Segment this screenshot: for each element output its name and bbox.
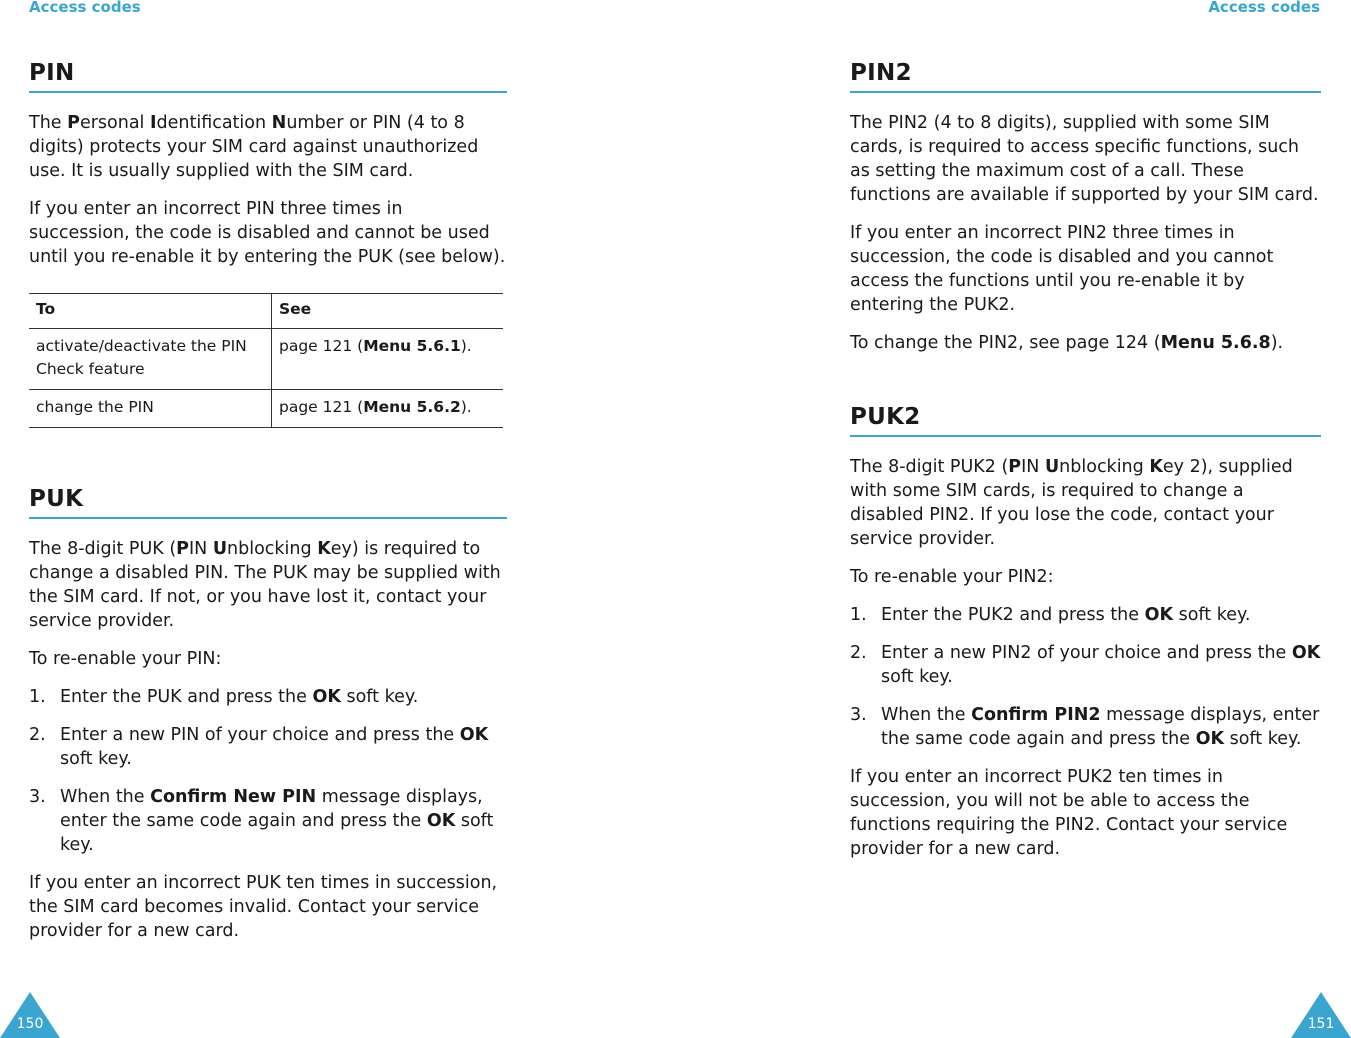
puk-steps-list bbox=[29, 685, 507, 857]
pin-intro-paragraph: The Personal Identification Number or PIN (4 to 8 digits) protects your SIM card against unauthorized use. It is usually supplied with the SIM card. bbox=[29, 113, 479, 181]
table-header-see: See bbox=[272, 294, 504, 329]
table-cell-see: page 121 (Menu 5.6.1). bbox=[272, 329, 504, 390]
section-heading-puk: PUK bbox=[29, 484, 507, 519]
section-heading-pin: PIN bbox=[29, 58, 507, 93]
running-header: Access codes bbox=[1208, 0, 1320, 16]
list-item: 1. Enter the PUK2 and press the OK soft key. bbox=[850, 605, 1251, 625]
pin2-intro-paragraph: The PIN2 (4 to 8 digits), supplied with some SIM cards, is required to access specific functions, such as setting the maximum cost of a call. These functions are available if supported by your SIM card. bbox=[850, 113, 1319, 205]
puk2-reenable-label: To re-enable your PIN2: bbox=[850, 567, 1054, 587]
table-cell-to: change the PIN bbox=[29, 390, 272, 428]
pin-section bbox=[29, 58, 507, 428]
table-row bbox=[29, 390, 503, 428]
page-number: 151 bbox=[1307, 1016, 1335, 1032]
right-page bbox=[675, 0, 1351, 1038]
pin2-disabled-paragraph: If you enter an incorrect PIN2 three times in succession, the code is disabled and you cannot access the functions until you re-enable it by entering the PUK2. bbox=[850, 223, 1274, 315]
puk2-steps-list bbox=[850, 603, 1321, 751]
puk2-section bbox=[850, 402, 1321, 861]
pin-options-table bbox=[29, 293, 503, 428]
table-header-to: To bbox=[29, 294, 272, 329]
left-page bbox=[0, 0, 675, 1038]
page-number-badge bbox=[1291, 992, 1351, 1038]
running-header: Access codes bbox=[29, 0, 141, 16]
pin2-section bbox=[850, 58, 1321, 355]
left-page-content bbox=[29, 58, 507, 943]
section-heading-pin2: PIN2 bbox=[850, 58, 1321, 93]
puk-intro-paragraph: The 8-digit PUK (PIN Unblocking Key) is required to change a disabled PIN. The PUK may be supplied with the SIM card. If not, or you have lost it, contact your service provider. bbox=[29, 539, 501, 631]
right-page-content bbox=[850, 58, 1321, 861]
list-item: 3. When the Confirm PIN2 message displays, enter the same code again and press the OK soft key. bbox=[850, 705, 1320, 749]
list-item: 1. Enter the PUK and press the OK soft key. bbox=[29, 687, 419, 707]
section-heading-puk2: PUK2 bbox=[850, 402, 1321, 437]
puk-closing-paragraph: If you enter an incorrect PUK ten times in succession, the SIM card becomes invalid. Contact your service provider for a new card. bbox=[29, 873, 498, 941]
pin2-change-paragraph: To change the PIN2, see page 124 (Menu 5.6.8). bbox=[850, 333, 1284, 353]
puk-section bbox=[29, 484, 507, 943]
table-cell-to: activate/deactivate the PIN Check feature bbox=[29, 329, 272, 390]
page-number-badge bbox=[0, 992, 60, 1038]
pin-disabled-paragraph: If you enter an incorrect PIN three times in succession, the code is disabled and cannot be used until you re-enable it by entering the PUK (see below). bbox=[29, 199, 506, 267]
puk2-intro-paragraph: The 8-digit PUK2 (PIN Unblocking Key 2), supplied with some SIM cards, is required to change a disabled PIN2. If you lose the code, contact your service provider. bbox=[850, 457, 1293, 549]
puk-reenable-label: To re-enable your PIN: bbox=[29, 649, 222, 669]
list-item: 2. Enter a new PIN of your choice and press the OK soft key. bbox=[29, 725, 489, 769]
table-header-row bbox=[29, 294, 503, 329]
puk2-closing-paragraph: If you enter an incorrect PUK2 ten times in succession, you will not be able to access the functions requiring the PIN2. Contact your service provider for a new card. bbox=[850, 767, 1288, 859]
list-item: 2. Enter a new PIN2 of your choice and press the OK soft key. bbox=[850, 643, 1321, 687]
page-number: 150 bbox=[16, 1016, 44, 1032]
list-item: 3. When the Confirm New PIN message displays, enter the same code again and press the OK soft key. bbox=[29, 787, 494, 855]
table-row bbox=[29, 329, 503, 390]
table-cell-see: page 121 (Menu 5.6.2). bbox=[272, 390, 504, 428]
